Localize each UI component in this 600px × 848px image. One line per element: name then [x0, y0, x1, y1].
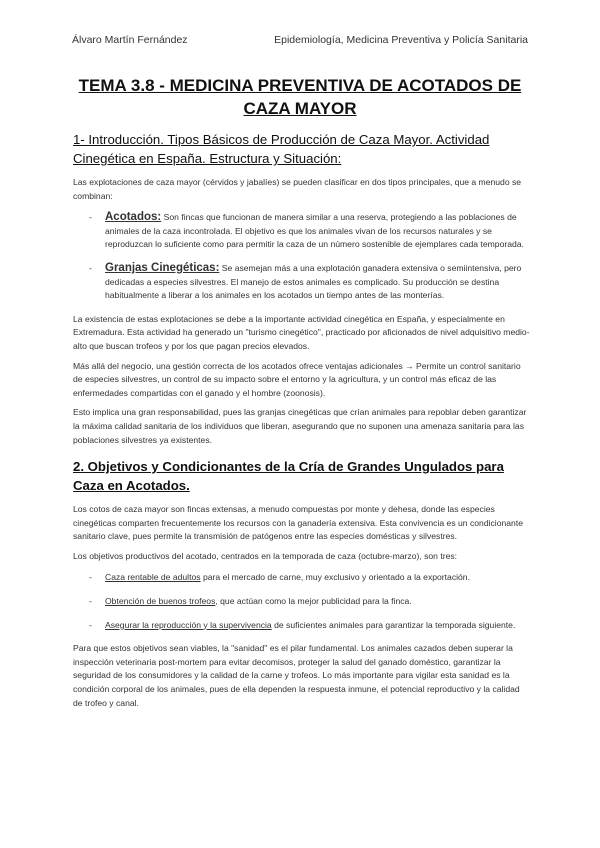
production-types-list [73, 211, 530, 303]
bullet-dash: - [89, 262, 92, 273]
bullet-lead: Obtención de buenos trofeos [105, 596, 216, 607]
bullet-term: Acotados: [105, 211, 162, 224]
bullet-dash: - [89, 596, 92, 607]
bullet-text: de suficientes animales para garantizar la temporada siguiente. [271, 619, 516, 630]
paragraph: Los cotos de caza mayor son fincas extensas, a menudo compuestas por monte y dehesa, donde las especies cinegéticas comparten frecuentemente los recursos con la ganadería extensiva. Esta convivencia es un condicionante sanitario clave, pues permite la transmisión de patógenos entre las especies domésticas y silvestres. [73, 504, 524, 542]
bullet-dash: - [89, 572, 92, 583]
bullet-term: Granjas Cinegéticas: [105, 261, 220, 274]
list-item [73, 619, 530, 633]
bullet-text: para el mercado de carne, muy exclusivo y orientado a la exportación. [200, 572, 470, 583]
paragraph: Esto implica una gran responsabilidad, pues las granjas cinegéticas que crían animales para repoblar deben garantizar la máxima calidad sanitaria de los individuos que liberan, asegurando que no suponen una amenaza sanitaria para las poblaciones silvestres ya existentes. [73, 407, 527, 445]
section-1-intro: Las explotaciones de caza mayor (cérvidos y jabalíes) se pueden clasificar en dos tipos principales, que a menudo se combinan: [73, 177, 522, 201]
list-item [73, 211, 530, 252]
paragraph: La existencia de estas explotaciones se debe a la importante actividad cinegética en España, y especialmente en Extremadura. Esta actividad ha generado un "turismo cinegético", practicado por aficionados de nivel adquisitivo medio-alto que buscan trofeos y por los que pagan precios elevados. [73, 313, 530, 351]
paragraph: Más allá del negocio, una gestión correcta de los acotados ofrece ventajas adicionales → Permite un control sanitario de especies silvestres, un control de su impacto sobre el entorno y la agricultura, y un control más eficaz de las enfermedades compartidas con el ganado y el hombre (zoonosis). [73, 360, 521, 398]
list-item [73, 595, 530, 609]
section-2-heading: 2. Objetivos y Condicionantes de la Cría de Grandes Ungulados para Caza en Acotados. [73, 459, 504, 494]
document-body [73, 130, 530, 716]
objectives-list [73, 571, 530, 632]
document-title: TEMA 3.8 - MEDICINA PREVENTIVA DE ACOTADOS DE CAZA MAYOR [78, 76, 522, 118]
list-item [73, 571, 530, 585]
bullet-text: Son fincas que funcionan de manera similar a una reserva, protegiendo a las poblaciones de animales de la caza incontrolada. El objetivo es que los animales vivan de los recursos naturales y se reproduzcan lo suficiente como para permitir la caza de un número sostenible de ejemplares cada temporada. [105, 212, 524, 250]
bullet-dash: - [89, 619, 92, 630]
bullet-lead: Caza rentable de adultos [105, 572, 201, 583]
paragraph: Para que estos objetivos sean viables, la "sanidad" es el pilar fundamental. Los animales cazados deben superar la inspección veterinaria post-mortem para evitar decomisos, proteger la salud del ganado doméstico, garantizar la seguridad de los consumidores y la calidad de la carne y trofeos. Lo más importante para vigilar esta sanidad es la condición corporal de los animales, pues de ella dependen la respuesta inmune, el potencial reproductivo y la calidad de trofeo y canal. [73, 643, 520, 708]
subject-name: Epidemiología, Medicina Preventiva y Policía Sanitaria [274, 34, 528, 46]
bullet-text: Se asemejan más a una explotación ganadera extensiva o semiintensiva, pero dedicadas a especies silvestres. El manejo de estos animales es complicado. Su producción se destina habitualmente a liberar a los animales en los acotados un tiempo antes de las monterías. [105, 262, 522, 301]
author-name: Álvaro Martín Fernández [72, 34, 188, 46]
bullet-dash: - [89, 212, 92, 223]
list-item [73, 262, 530, 303]
bullet-text: , que actúan como la mejor publicidad para la finca. [215, 596, 412, 607]
paragraph: Los objetivos productivos del acotado, centrados en la temporada de caza (octubre-marzo), son tres: [73, 550, 458, 561]
bullet-lead: Asegurar la reproducción y la supervivencia [105, 619, 272, 630]
section-1-heading: 1- Introducción. Tipos Básicos de Producción de Caza Mayor. Actividad Cinegética en España. Estructura y Situación: [73, 132, 490, 166]
